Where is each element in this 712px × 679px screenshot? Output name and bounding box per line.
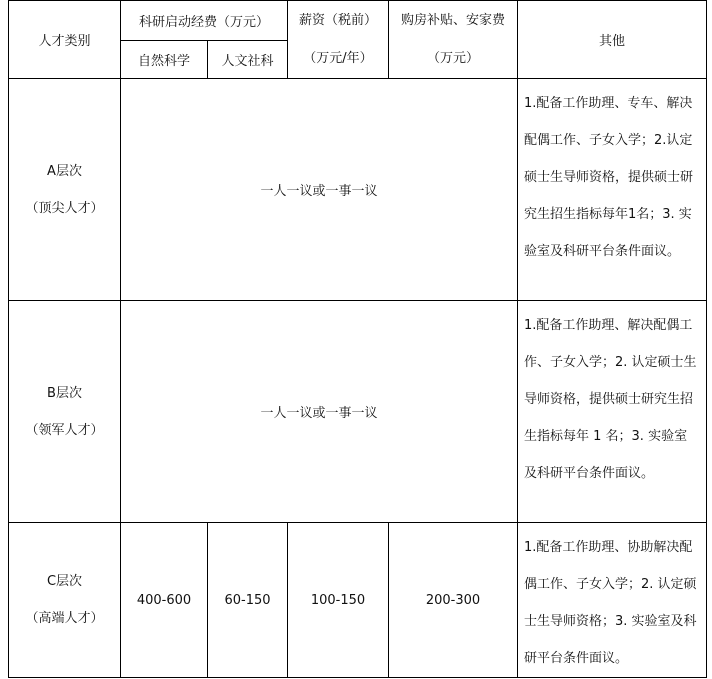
level-desc: （高端人才） [25, 611, 104, 626]
header-housing [389, 1, 518, 79]
level-cell-c [9, 523, 121, 678]
other-cell-b: 1.配备工作助理、解决配偶工作、子女入学；2. 认定硕士生导师资格，提供硕士研究生招生指标每年 1 名；3. 实验室及科研平台条件面议。 [518, 301, 707, 523]
header-other: 其他 [518, 1, 707, 79]
level-cell-a [9, 79, 121, 301]
header-salary-line2: （万元/年） [303, 50, 373, 66]
table-row-b [9, 301, 707, 523]
header-salary-line1: 薪资（税前） [298, 12, 377, 28]
header-startup-funds: 科研启动经费（万元） [121, 1, 288, 41]
header-housing-line1: 购房补贴、安家费 [400, 12, 505, 28]
merged-benefit-cell-b: 一人一议或一事一议 [121, 301, 518, 523]
level-desc: （顶尖人才） [25, 200, 104, 216]
header-talent-category: 人才类别 [9, 1, 121, 79]
level-name: B层次 [47, 385, 82, 401]
header-humanities: 人文社科 [208, 41, 288, 79]
other-cell-c: 1.配备工作助理、协助解决配偶工作、子女入学；2. 认定硕士生导师资格；3. 实验室及科研平台条件面议。 [518, 523, 707, 678]
level-name: C层次 [46, 574, 83, 589]
table-row-a [9, 79, 707, 301]
merged-benefit-cell-a: 一人一议或一事一议 [121, 79, 518, 301]
level-cell-b [9, 301, 121, 523]
header-row-top [9, 1, 707, 41]
natural-science-value: 400-600 [121, 523, 208, 678]
talent-policy-table [8, 0, 707, 678]
level-name: A层次 [47, 163, 82, 179]
housing-value: 200-300 [389, 523, 518, 678]
header-salary [288, 1, 389, 79]
header-natural-science: 自然科学 [121, 41, 208, 79]
salary-value: 100-150 [288, 523, 389, 678]
table-row-c [9, 523, 707, 678]
humanities-value: 60-150 [208, 523, 288, 678]
other-cell-a: 1.配备工作助理、专车、解决配偶工作、子女入学；2.认定硕士生导师资格，提供硕士研究生招生指标每年1名；3. 实验室及科研平台条件面议。 [518, 79, 707, 301]
header-housing-line2: （万元） [426, 50, 479, 66]
level-desc: （领军人才） [25, 422, 104, 438]
